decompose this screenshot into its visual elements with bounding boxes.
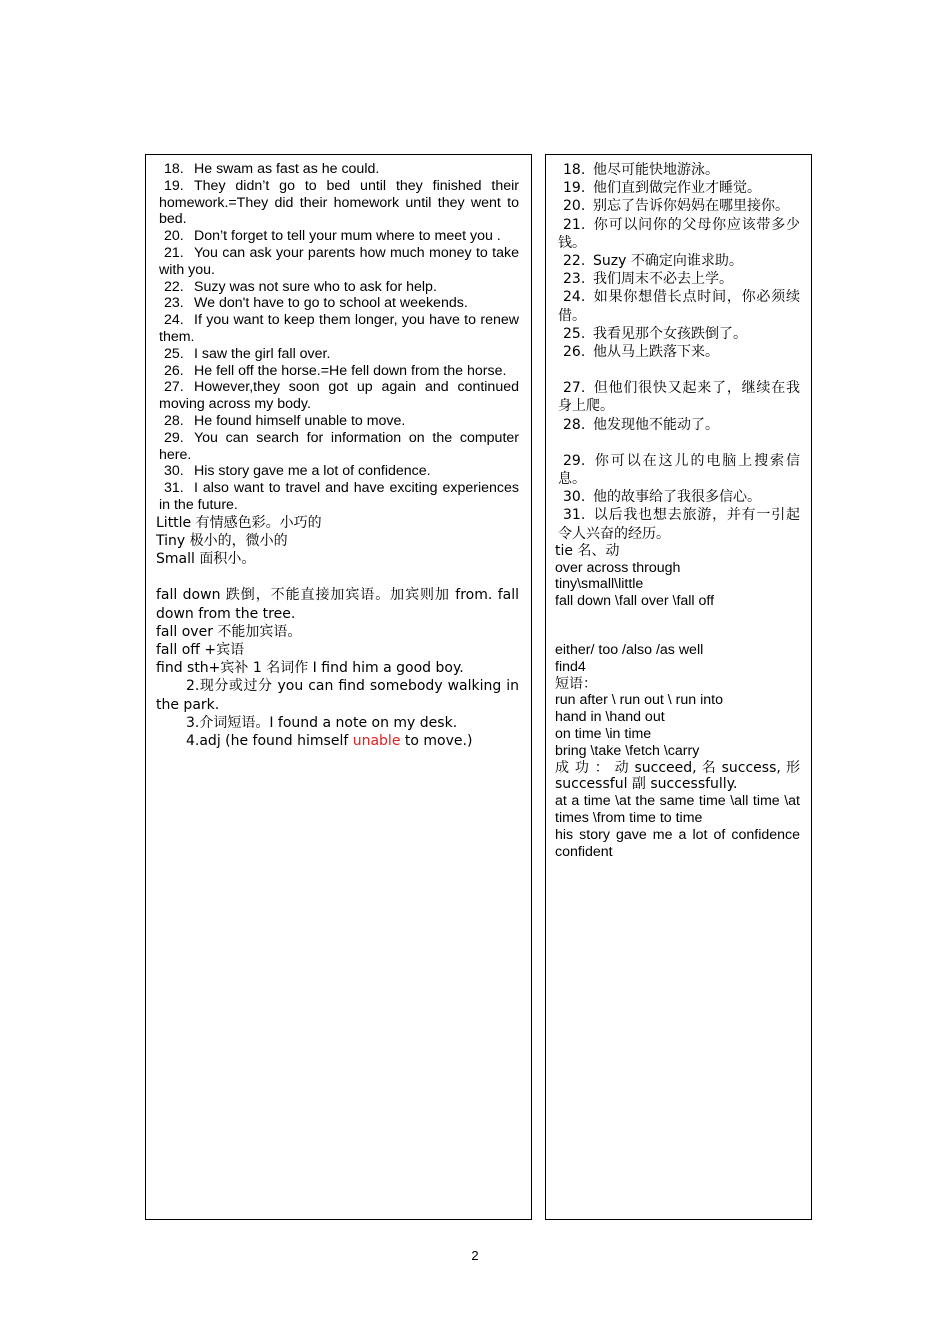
find-item: 3.介词短语。I found a note on my desk. <box>186 714 458 731</box>
translation-item: 22. Suzy 不确定向谁求助。 <box>563 253 743 270</box>
translation-item: 21. 你可以问你的父母你应该带多少钱。 <box>558 216 800 251</box>
note-line: Small 面积小。 <box>156 551 256 568</box>
note-line: 成 功 ： 动 succeed, 名 success, 形 successful 副 successfully. <box>555 759 800 793</box>
translation-item: 28. 他发现他不能动了。 <box>563 416 719 433</box>
note-line: run after \ run out \ run into <box>555 692 723 709</box>
note-line: fall off +宾语 <box>156 641 245 658</box>
spacer <box>558 610 800 642</box>
sentence-item: 20. Don’t forget to tell your mum where to meet you . <box>164 228 501 245</box>
note-line: find sth+宾补 1 名词作 I find him a good boy. <box>156 660 464 677</box>
translation-item: 19. 他们直到做完作业才睡觉。 <box>563 180 761 197</box>
translation-item: 30. 他的故事给了我很多信心。 <box>563 489 761 506</box>
sentence-list <box>159 161 519 514</box>
sentence-item: 28. He found himself unable to move. <box>164 412 406 429</box>
sentence-item: 29. You can search for information on the computer here. <box>159 429 519 463</box>
translation-item: 31. 以后我也想去旅游，并有一引起令人兴奋的经历。 <box>558 507 800 542</box>
spacer <box>558 361 800 379</box>
phrase-notes <box>555 642 800 860</box>
note-line: hand in \hand out <box>555 709 665 726</box>
find-item: 4.adj (he found himself unable to move.) <box>186 732 473 749</box>
note-line: Tiny 极小的，微小的 <box>156 532 288 549</box>
translation-item: 24. 如果你想借长点时间，你必须续借。 <box>558 289 800 324</box>
sentence-item: 18. He swam as fast as he could. <box>164 161 380 177</box>
note-line: bring \take \fetch \carry <box>555 742 700 759</box>
sentence-item: 22. Suzy was not sure who to ask for help. <box>164 278 437 295</box>
sentence-item: 24. If you want to keep them longer, you have to renew them. <box>159 312 519 345</box>
spacer <box>159 568 519 586</box>
note-line: on time \in time <box>555 726 652 743</box>
translation-item: 27. 但他们很快又起来了，继续在我身上爬。 <box>558 380 800 415</box>
note-line: fall down 跌倒，不能直接加宾语。加宾则加 from. fall down from the tree. <box>156 587 519 622</box>
translation-item: 26. 他从马上跌落下来。 <box>563 344 719 361</box>
note-line: tie 名、动 <box>555 542 620 559</box>
note-line: Little 有情感色彩。小巧的 <box>156 514 322 531</box>
spacer <box>558 434 800 452</box>
sentence-item: 19. They didn’t go to bed until they finished their homework.=They did their homework until they went to bed. <box>159 177 519 228</box>
highlighted-word: unable <box>352 732 401 749</box>
note-line: find4 <box>555 658 586 675</box>
sentence-item: 30. His story gave me a lot of confidence. <box>164 463 431 480</box>
sentence-item: 26. He fell off the horse.=He fell down from the horse. <box>164 362 507 379</box>
translation-item: 25. 我看见那个女孩跌倒了。 <box>563 325 747 342</box>
note-line: fall down \fall over \fall off <box>555 593 715 610</box>
translation-item: 29. 你可以在这儿的电脑上搜索信息。 <box>558 452 800 488</box>
note-line: at a time \at the same time \all time \at times \from time to time <box>555 793 800 827</box>
note-line: 短语： <box>555 675 597 692</box>
translation-item: 18. 他尽可能快地游泳。 <box>563 162 719 178</box>
fall-find-notes <box>156 586 519 750</box>
translation-item: 23. 我们周末不必去上学。 <box>563 271 733 288</box>
find-item: 2.现分或过分 you can find somebody walking in the park. <box>156 678 519 713</box>
note-line: his story gave me a lot of confidence confident <box>555 826 800 860</box>
right-column <box>545 154 812 1220</box>
sentence-item: 25. I saw the girl fall over. <box>164 345 331 362</box>
adjective-notes <box>156 514 519 569</box>
translation-list <box>558 161 800 543</box>
word-notes <box>555 543 800 610</box>
note-line: over across through <box>555 559 681 576</box>
sentence-item: 23. We don't have to go to school at weekends. <box>164 295 468 312</box>
sentence-item: 31. I also want to travel and have exciting experiences in the future. <box>159 480 519 513</box>
sentence-item: 21. You can ask your parents how much money to take with you. <box>159 244 519 278</box>
note-line: tiny\small\little <box>555 576 644 593</box>
translation-item: 20. 别忘了告诉你妈妈在哪里接你。 <box>563 198 789 215</box>
note-line: either/ too /also /as well <box>555 642 704 659</box>
left-column <box>145 154 532 1220</box>
note-line: fall over 不能加宾语。 <box>156 623 302 640</box>
sentence-item: 27. However,they soon got up again and continued moving across my body. <box>159 379 519 413</box>
page-number: 2 <box>471 1248 479 1263</box>
